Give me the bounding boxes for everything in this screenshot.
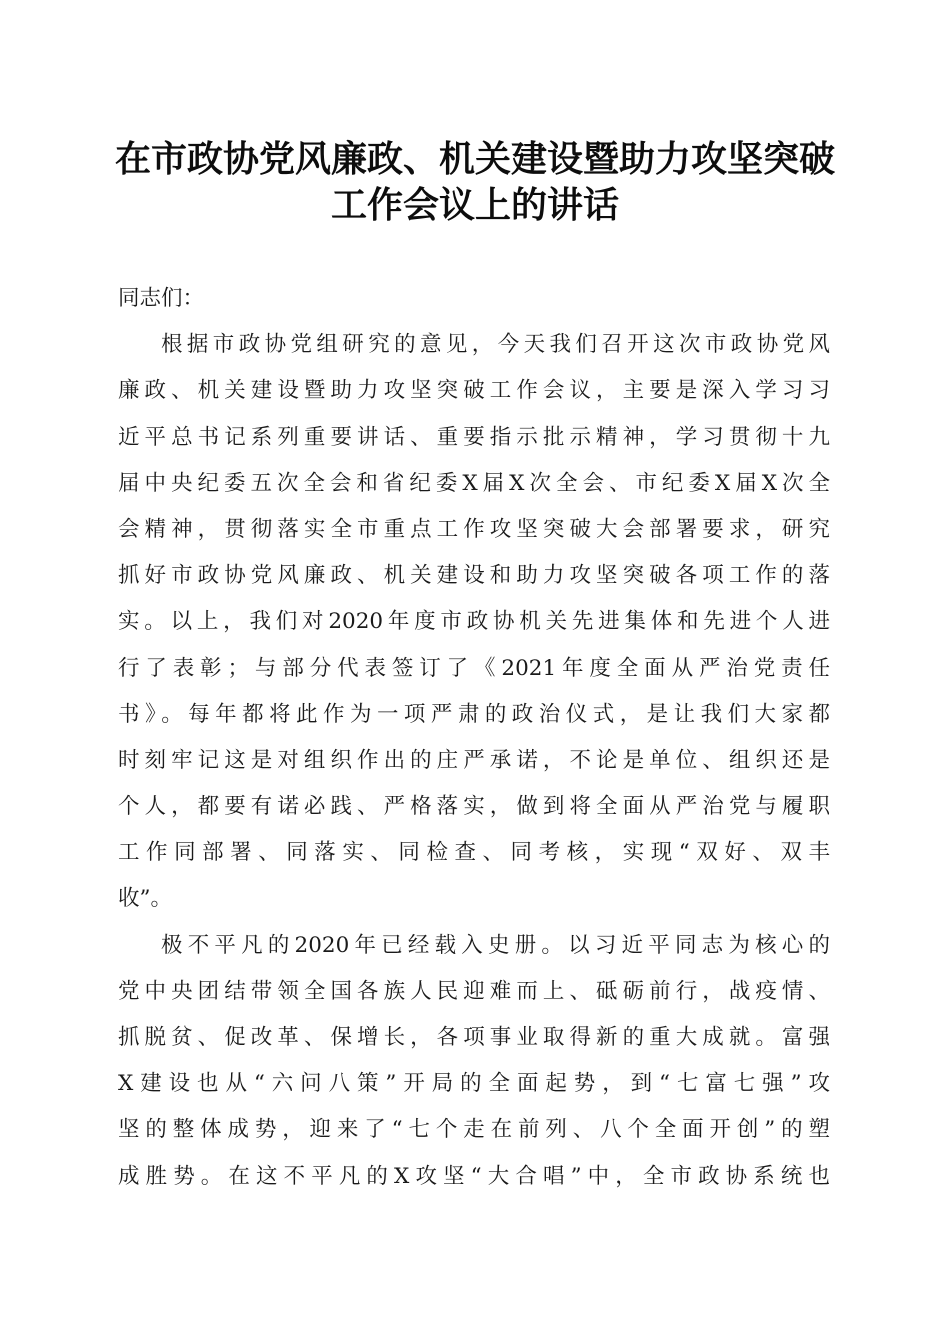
- paragraph-line: 行了表彰；与部分代表签订了《2021年度全面从严治党责任: [118, 655, 830, 681]
- paragraph-line: 抓脱贫、促改革、保增长，各项事业取得新的重大成就。富强: [118, 1025, 830, 1050]
- paragraph-line: 近平总书记系列重要讲话、重要指示批示精神，学习贯彻十九: [118, 424, 830, 450]
- paragraph-line: 收”。: [118, 886, 172, 912]
- paragraph-line: 党中央团结带领全国各族人民迎难而上、砥砺前行，战疫情、: [118, 978, 830, 1004]
- paragraph-line: 抓好市政协党风廉政、机关建设和助力攻坚突破各项工作的落: [118, 563, 830, 589]
- title-line-2: 工作会议上的讲话: [330, 184, 619, 226]
- paragraph-line: 个人，都要有诺必践、严格落实，做到将全面从严治党与履职: [118, 794, 830, 820]
- paragraph-line: 实。以上，我们对2020年度市政协机关先进集体和先进个人进: [118, 609, 830, 635]
- paragraph-line: 极不平凡的2020年已经载入史册。以习近平同志为核心的: [161, 932, 830, 958]
- paragraph-line: X建设也从“六问八策”开局的全面起势，到“七富七强”攻: [118, 1071, 830, 1097]
- paragraph-1: [118, 322, 830, 922]
- document-body: [118, 276, 830, 1200]
- document-title: [100, 136, 850, 228]
- paragraph-line: 时刻牢记这是对组织作出的庄严承诺，不论是单位、组织还是: [118, 747, 830, 773]
- paragraph-line: 根据市政协党组研究的意见，今天我们召开这次市政协党风: [161, 332, 830, 358]
- paragraph-line: 届中央纪委五次全会和省纪委X届X次全会、市纪委X届X次全: [118, 470, 830, 496]
- paragraph-line: 工作同部署、同落实、同检查、同考核，实现“双好、双丰: [118, 840, 830, 866]
- paragraph-line: 成胜势。在这不平凡的X攻坚“大合唱”中，全市政协系统也: [118, 1163, 830, 1189]
- paragraph-2: [118, 923, 830, 1200]
- paragraph-line: 坚的整体成势，迎来了“七个走在前列、八个全面开创”的塑: [118, 1117, 830, 1143]
- paragraph-line: 会精神，贯彻落实全市重点工作攻坚突破大会部署要求，研究: [118, 516, 830, 542]
- paragraph-line: 书》。每年都将此作为一项严肃的政治仪式，是让我们大家都: [118, 701, 830, 727]
- title-line-1: 在市政协党风廉政、机关建设暨助力攻坚突破: [114, 138, 835, 180]
- paragraph-line: 廉政、机关建设暨助力攻坚突破工作会议，主要是深入学习习: [118, 378, 830, 404]
- salutation: 同志们：: [118, 286, 205, 311]
